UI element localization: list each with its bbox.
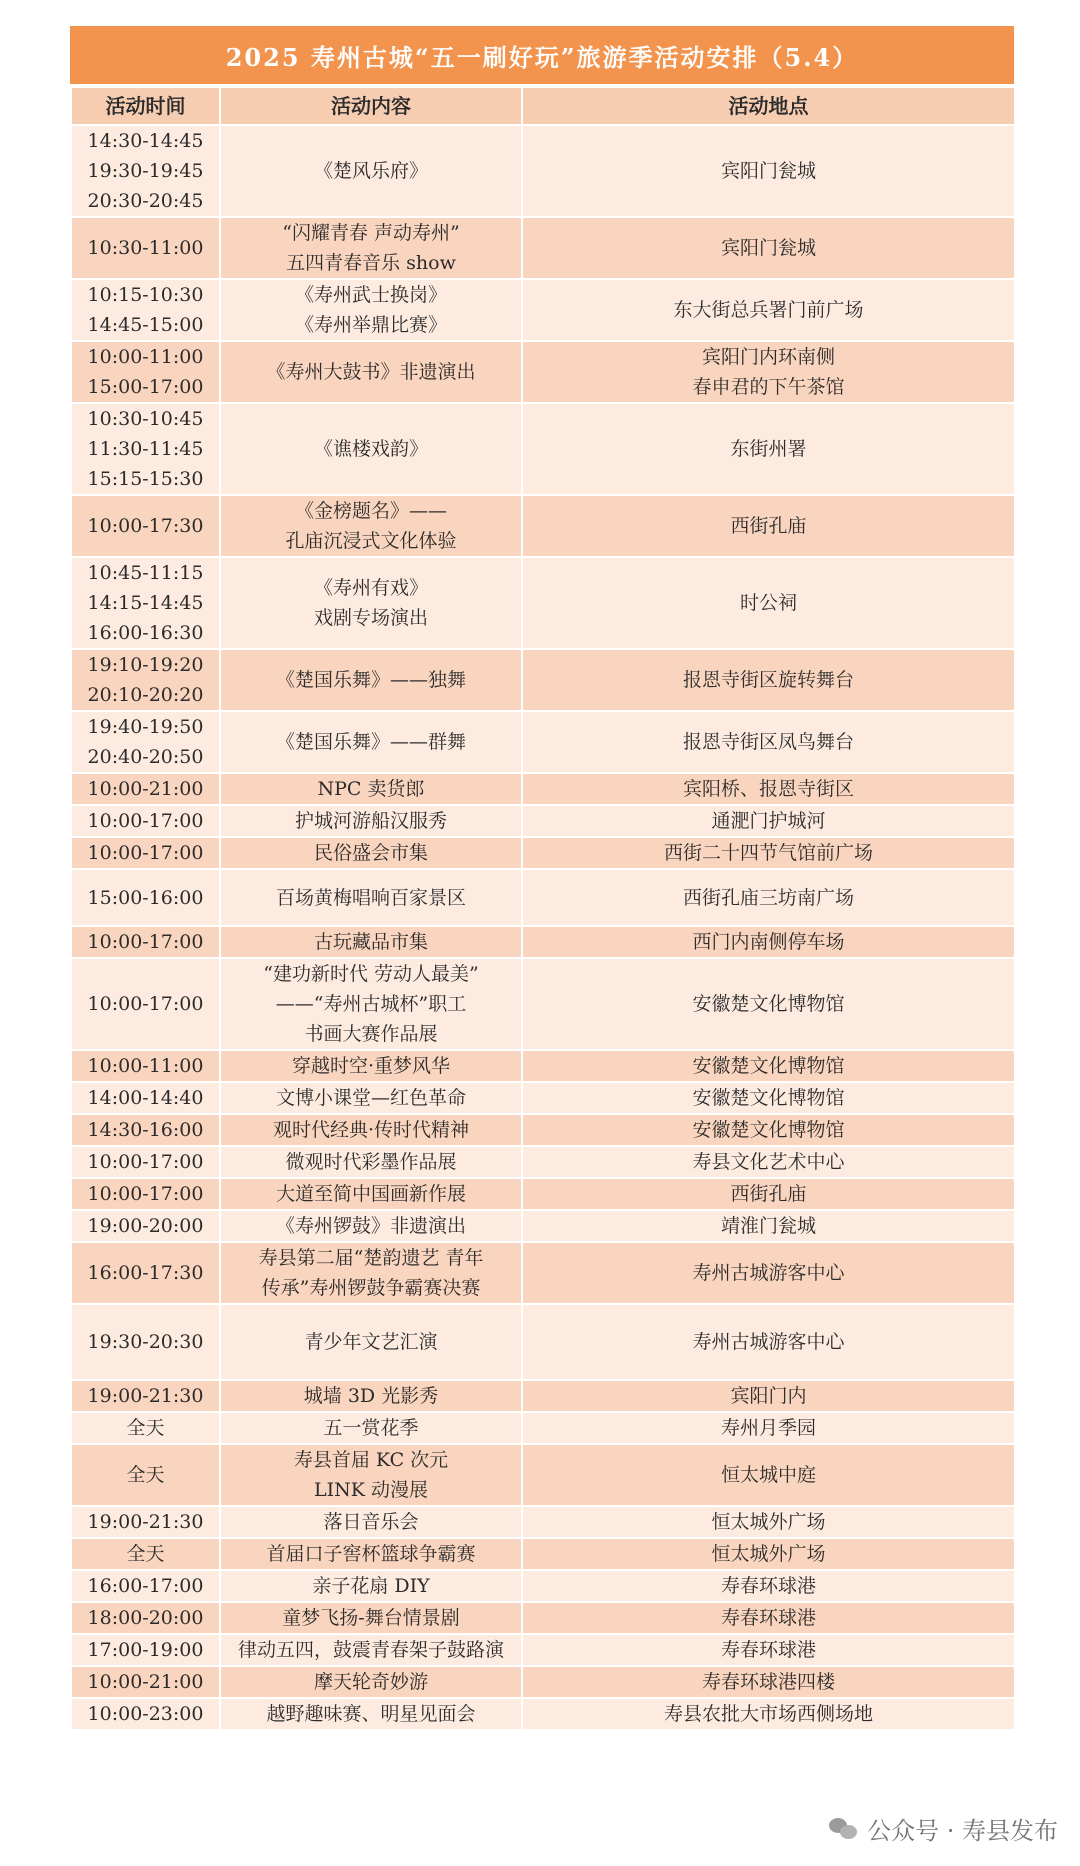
cell-place: [522, 125, 1015, 217]
cell-content: [220, 869, 522, 926]
cell-content: [220, 403, 522, 495]
cell-time-line: 15:00-17:00: [87, 376, 204, 398]
cell-content: [220, 1506, 522, 1538]
cell-content-line: 越野趣味赛、明星见面会: [266, 1703, 476, 1725]
cell-time: [71, 958, 220, 1050]
cell-content: [220, 1666, 522, 1698]
table-row: [71, 279, 1015, 341]
cell-place-line: 宾阳门内环南侧: [701, 346, 835, 368]
cell-content-line: 护城河游船汉服秀: [294, 810, 447, 832]
cell-content-line: 亲子花扇 DIY: [312, 1575, 430, 1597]
cell-time-line: 19:30-20:30: [87, 1331, 204, 1353]
cell-place: [522, 1050, 1015, 1082]
table-row: [71, 1210, 1015, 1242]
cell-place: [522, 1698, 1015, 1730]
table-row: [71, 1444, 1015, 1506]
cell-time-line: 10:00-11:00: [87, 346, 204, 368]
cell-time-line: 10:00-17:00: [87, 1151, 204, 1173]
cell-content-line: 传承”寿州锣鼓争霸赛决赛: [261, 1277, 481, 1299]
cell-place: [522, 217, 1015, 279]
header-content: 活动内容: [220, 87, 522, 125]
cell-place-line: 恒太城外广场: [711, 1543, 826, 1565]
cell-time-line: 17:00-19:00: [87, 1639, 204, 1661]
cell-content-line: 首届口子窖杯篮球争霸赛: [266, 1543, 476, 1565]
table-row: [71, 1698, 1015, 1730]
cell-place-line: 西街孔庙: [730, 1183, 807, 1205]
cell-content-line: 《寿州武士换岗》: [294, 284, 447, 306]
cell-place-line: 恒太城外广场: [711, 1511, 826, 1533]
cell-time-line: 19:00-20:00: [87, 1215, 204, 1237]
cell-content-line: 摩天轮奇妙游: [313, 1671, 428, 1693]
cell-place: [522, 341, 1015, 403]
cell-place: [522, 805, 1015, 837]
table-row: [71, 1380, 1015, 1412]
cell-time: [71, 1050, 220, 1082]
cell-content: [220, 1444, 522, 1506]
cell-time: [71, 1178, 220, 1210]
cell-time-line: 16:00-16:30: [87, 622, 204, 644]
cell-time-line: 19:00-21:30: [87, 1385, 204, 1407]
cell-time: [71, 1412, 220, 1444]
cell-place-line: 寿州古城游客中心: [692, 1331, 845, 1353]
cell-time: [71, 1146, 220, 1178]
cell-place-line: 西门内南侧停车场: [692, 931, 845, 953]
cell-time-line: 11:30-11:45: [87, 438, 204, 460]
table-header-row: [71, 87, 1015, 125]
table-row: [71, 217, 1015, 279]
cell-time: [71, 837, 220, 869]
cell-place: [522, 1114, 1015, 1146]
cell-time: [71, 1538, 220, 1570]
table-row: [71, 711, 1015, 773]
cell-place: [522, 649, 1015, 711]
cell-content-line: 微观时代彩墨作品展: [285, 1151, 457, 1173]
cell-content-line: 《楚国乐舞》——独舞: [275, 669, 466, 691]
cell-content-line: 《寿州大鼓书》非遗演出: [266, 361, 476, 383]
table-body: [71, 125, 1015, 1730]
cell-time: [71, 1570, 220, 1602]
cell-content: [220, 557, 522, 649]
cell-content-line: LINK 动漫展: [314, 1479, 428, 1501]
cell-place-line: 靖淮门瓮城: [720, 1215, 816, 1237]
cell-time-line: 15:00-16:00: [87, 886, 204, 909]
cell-place-line: 报恩寺街区旋转舞台: [682, 669, 854, 691]
cell-content: [220, 926, 522, 958]
cell-time: [71, 1698, 220, 1730]
table-row: [71, 1570, 1015, 1602]
cell-time-line: 10:00-17:00: [87, 810, 204, 832]
cell-place-line: 报恩寺街区凤鸟舞台: [682, 731, 854, 753]
header-place: 活动地点: [522, 87, 1015, 125]
cell-time-line: 10:00-17:00: [87, 1183, 204, 1205]
table-row: [71, 869, 1015, 926]
cell-content: [220, 495, 522, 557]
cell-place: [522, 1666, 1015, 1698]
cell-content: [220, 1242, 522, 1304]
cell-content-line: 孔庙沉浸式文化体验: [285, 530, 457, 552]
cell-time-line: 10:00-17:00: [87, 842, 204, 864]
header-time: 活动时间: [71, 87, 220, 125]
cell-place-line: 寿县文化艺术中心: [692, 1151, 845, 1173]
cell-content-line: 落日音乐会: [323, 1511, 419, 1533]
cell-content-line: 文博小课堂—红色革命: [275, 1087, 466, 1109]
cell-place: [522, 1444, 1015, 1506]
cell-content-line: 《金榜题名》——: [294, 500, 447, 522]
table-row: [71, 341, 1015, 403]
table-row: [71, 1114, 1015, 1146]
cell-content: [220, 1412, 522, 1444]
cell-content: [220, 1114, 522, 1146]
cell-content-line: 百场黄梅唱响百家景区: [275, 886, 466, 909]
cell-content: [220, 1634, 522, 1666]
cell-place-line: 寿春环球港: [720, 1639, 816, 1661]
table-row: [71, 1178, 1015, 1210]
watermark: [829, 1811, 1058, 1846]
cell-content-line: 城墙 3D 光影秀: [303, 1385, 439, 1407]
cell-time-line: 14:45-15:00: [87, 314, 204, 336]
cell-time: [71, 1602, 220, 1634]
cell-place: [522, 1602, 1015, 1634]
cell-content: [220, 1050, 522, 1082]
schedule-title: 2025 寿州古城“五一刷好玩”旅游季活动安排（5.4）: [70, 26, 1014, 84]
cell-content: [220, 279, 522, 341]
cell-content: [220, 805, 522, 837]
cell-place-line: 寿州月季园: [720, 1417, 816, 1439]
cell-time-line: 10:30-10:45: [87, 408, 204, 430]
cell-place: [522, 557, 1015, 649]
cell-place: [522, 926, 1015, 958]
cell-place: [522, 279, 1015, 341]
watermark-text: 公众号 · 寿县发布: [867, 1817, 1058, 1845]
cell-content: [220, 958, 522, 1050]
table-row: [71, 1634, 1015, 1666]
cell-content-line: “闪耀青春 声动寿州”: [282, 222, 460, 244]
table-row: [71, 557, 1015, 649]
cell-place-line: 安徽楚文化博物馆: [692, 1087, 845, 1109]
cell-content-line: 《寿州举鼎比赛》: [294, 314, 447, 336]
cell-time-line: 20:10-20:20: [87, 684, 204, 706]
cell-content: [220, 711, 522, 773]
cell-time-line: 19:10-19:20: [87, 654, 204, 676]
schedule-table: [70, 86, 1016, 1731]
cell-time: [71, 557, 220, 649]
cell-content: [220, 1210, 522, 1242]
cell-time-line: 19:40-19:50: [87, 716, 204, 738]
cell-content: [220, 341, 522, 403]
cell-time-line: 18:00-20:00: [87, 1607, 204, 1629]
cell-time-line: 全天: [126, 1464, 165, 1486]
table-row: [71, 773, 1015, 805]
cell-content: [220, 1082, 522, 1114]
table-row: [71, 926, 1015, 958]
table-row: [71, 1602, 1015, 1634]
cell-time: [71, 1304, 220, 1380]
cell-place: [522, 1506, 1015, 1538]
cell-place-line: 安徽楚文化博物馆: [692, 993, 845, 1015]
cell-time-line: 10:00-17:00: [87, 993, 204, 1015]
schedule-sheet: [70, 26, 1014, 1731]
cell-place: [522, 1634, 1015, 1666]
cell-content-line: 五四青春音乐 show: [286, 252, 456, 274]
cell-place: [522, 773, 1015, 805]
cell-content-line: 寿县第二届“楚韵遗艺 青年: [258, 1247, 484, 1269]
cell-time-line: 20:40-20:50: [87, 746, 204, 768]
cell-place: [522, 1082, 1015, 1114]
cell-time: [71, 1506, 220, 1538]
cell-place: [522, 1412, 1015, 1444]
cell-content-line: NPC 卖货郎: [317, 778, 425, 800]
cell-content: [220, 649, 522, 711]
cell-place-line: 西街孔庙三坊南广场: [682, 886, 854, 909]
cell-time: [71, 805, 220, 837]
cell-content: [220, 837, 522, 869]
cell-place: [522, 837, 1015, 869]
cell-place: [522, 1570, 1015, 1602]
cell-content-line: 书画大赛作品展: [304, 1023, 438, 1045]
cell-time: [71, 1082, 220, 1114]
cell-content: [220, 1146, 522, 1178]
cell-time: [71, 711, 220, 773]
table-row: [71, 837, 1015, 869]
table-row: [71, 1082, 1015, 1114]
cell-content-line: 寿县首届 KC 次元: [293, 1449, 449, 1471]
cell-content: [220, 1304, 522, 1380]
cell-content: [220, 217, 522, 279]
cell-place: [522, 403, 1015, 495]
cell-content-line: 大道至简中国画新作展: [275, 1183, 466, 1205]
cell-content: [220, 1380, 522, 1412]
cell-time: [71, 1380, 220, 1412]
cell-place-line: 通淝门护城河: [711, 810, 826, 832]
cell-time: [71, 125, 220, 217]
cell-content: [220, 1570, 522, 1602]
table-row: [71, 1146, 1015, 1178]
cell-time-line: 19:00-21:30: [87, 1511, 204, 1533]
cell-content-line: 《楚风乐府》: [313, 160, 428, 182]
cell-content-line: 戏剧专场演出: [313, 607, 428, 629]
cell-time-line: 10:00-21:00: [87, 1671, 204, 1693]
cell-place: [522, 869, 1015, 926]
cell-time-line: 10:00-11:00: [87, 1055, 204, 1077]
cell-time: [71, 403, 220, 495]
table-row: [71, 125, 1015, 217]
table-row: [71, 1666, 1015, 1698]
table-row: [71, 403, 1015, 495]
cell-place: [522, 495, 1015, 557]
cell-time-line: 16:00-17:30: [87, 1262, 204, 1284]
table-row: [71, 1050, 1015, 1082]
cell-place-line: 寿县农批大市场西侧场地: [663, 1703, 873, 1725]
cell-time: [71, 773, 220, 805]
cell-place-line: 时公祠: [739, 592, 797, 614]
cell-content-line: 童梦飞扬-舞台情景剧: [282, 1607, 460, 1629]
cell-time: [71, 1666, 220, 1698]
cell-place-line: 春申君的下午茶馆: [692, 376, 845, 398]
cell-content-line: 穿越时空·重梦风华: [291, 1055, 451, 1077]
cell-content-line: 青少年文艺汇演: [304, 1331, 438, 1353]
table-row: [71, 805, 1015, 837]
table-row: [71, 1242, 1015, 1304]
cell-place-line: 宾阳门瓮城: [720, 237, 816, 259]
cell-place-line: 西街孔庙: [730, 515, 807, 537]
cell-place-line: 安徽楚文化博物馆: [692, 1055, 845, 1077]
cell-place-line: 东大街总兵署门前广场: [673, 299, 864, 321]
cell-place-line: 宾阳门瓮城: [720, 160, 816, 182]
cell-time: [71, 1634, 220, 1666]
cell-place: [522, 1304, 1015, 1380]
cell-time-line: 10:45-11:15: [87, 562, 204, 584]
cell-place: [522, 711, 1015, 773]
table-row: [71, 1538, 1015, 1570]
cell-time-line: 14:30-14:45: [87, 130, 204, 152]
cell-place: [522, 1380, 1015, 1412]
cell-content-line: 《楚国乐舞》——群舞: [275, 731, 466, 753]
table-row: [71, 958, 1015, 1050]
cell-time: [71, 926, 220, 958]
cell-time: [71, 869, 220, 926]
cell-content: [220, 1538, 522, 1570]
cell-time-line: 全天: [126, 1417, 165, 1439]
cell-time-line: 16:00-17:00: [87, 1575, 204, 1597]
cell-time-line: 19:30-19:45: [87, 160, 204, 182]
cell-place-line: 寿春环球港四楼: [701, 1671, 835, 1693]
cell-place: [522, 1178, 1015, 1210]
cell-time-line: 14:30-16:00: [87, 1119, 204, 1141]
cell-time: [71, 1242, 220, 1304]
cell-content: [220, 1602, 522, 1634]
cell-time-line: 10:00-17:00: [87, 931, 204, 953]
cell-content-line: 古玩藏品市集: [313, 931, 428, 953]
cell-content: [220, 125, 522, 217]
cell-time-line: 20:30-20:45: [87, 190, 204, 212]
cell-content-line: “建功新时代 劳动人最美”: [263, 963, 479, 985]
cell-content-line: 《谯楼戏韵》: [313, 438, 428, 460]
cell-time-line: 10:00-23:00: [87, 1703, 204, 1725]
cell-content: [220, 773, 522, 805]
cell-time: [71, 1114, 220, 1146]
cell-time-line: 15:15-15:30: [87, 468, 204, 490]
cell-content: [220, 1698, 522, 1730]
cell-time-line: 全天: [126, 1543, 165, 1565]
table-row: [71, 495, 1015, 557]
cell-time-line: 10:00-17:30: [87, 515, 204, 537]
cell-content-line: 《寿州有戏》: [313, 577, 428, 599]
table-row: [71, 1304, 1015, 1380]
cell-place: [522, 1242, 1015, 1304]
cell-place-line: 东街州署: [730, 438, 807, 460]
cell-time: [71, 1444, 220, 1506]
cell-time: [71, 1210, 220, 1242]
cell-time-line: 14:15-14:45: [87, 592, 204, 614]
table-row: [71, 649, 1015, 711]
cell-content: [220, 1178, 522, 1210]
cell-place-line: 寿春环球港: [720, 1607, 816, 1629]
cell-place: [522, 1146, 1015, 1178]
cell-time: [71, 649, 220, 711]
cell-place-line: 安徽楚文化博物馆: [692, 1119, 845, 1141]
cell-time-line: 14:00-14:40: [87, 1087, 204, 1109]
cell-time-line: 10:30-11:00: [87, 237, 204, 259]
cell-place-line: 宾阳门内: [730, 1385, 807, 1407]
wechat-icon: [829, 1816, 859, 1842]
cell-place-line: 宾阳桥、报恩寺街区: [682, 778, 854, 800]
cell-place-line: 西街二十四节气馆前广场: [663, 842, 873, 864]
cell-time-line: 10:00-21:00: [87, 778, 204, 800]
cell-content-line: 观时代经典·传时代精神: [272, 1119, 470, 1141]
cell-place: [522, 958, 1015, 1050]
cell-time: [71, 217, 220, 279]
cell-place-line: 寿州古城游客中心: [692, 1262, 845, 1284]
cell-time: [71, 279, 220, 341]
cell-time: [71, 495, 220, 557]
cell-place-line: 恒太城中庭: [720, 1464, 816, 1486]
cell-content-line: 《寿州锣鼓》非遗演出: [275, 1215, 466, 1237]
cell-content-line: 律动五四，鼓震青春架子鼓路演: [237, 1639, 504, 1661]
table-row: [71, 1506, 1015, 1538]
cell-place: [522, 1210, 1015, 1242]
cell-place-line: 寿春环球港: [720, 1575, 816, 1597]
cell-content-line: 五一赏花季: [323, 1417, 419, 1439]
cell-content-line: ——“寿州古城杯”职工: [275, 993, 467, 1015]
table-row: [71, 1412, 1015, 1444]
cell-time: [71, 341, 220, 403]
cell-time-line: 10:15-10:30: [87, 284, 204, 306]
cell-place: [522, 1538, 1015, 1570]
cell-content-line: 民俗盛会市集: [313, 842, 428, 864]
